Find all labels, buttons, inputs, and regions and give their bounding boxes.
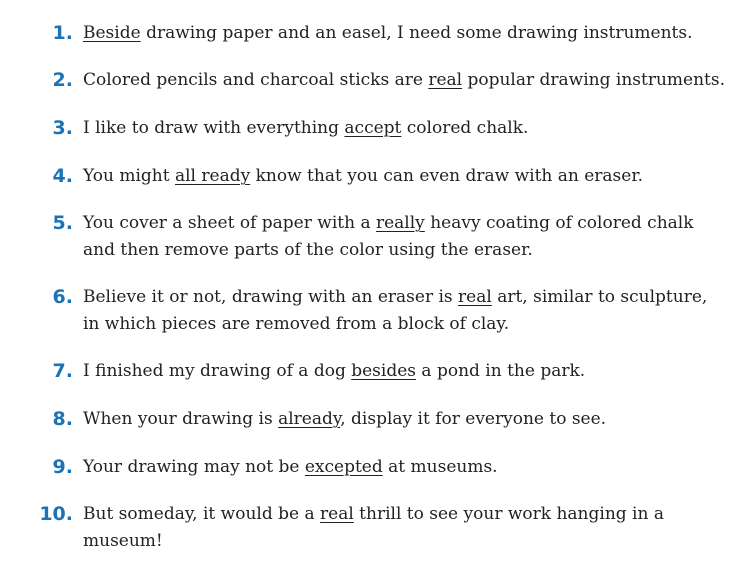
sentence-line (83, 528, 738, 555)
underlined-word: Beside (83, 23, 141, 43)
sentence-text: , display it for everyone to see. (340, 409, 607, 429)
item-sentence (83, 210, 738, 264)
item-number: 7. (52, 360, 73, 382)
item-sentence (83, 454, 738, 481)
sentence-line (83, 311, 738, 338)
sentence-text: museum! (83, 531, 163, 551)
sentence-text: heavy coating of colored chalk (424, 213, 694, 233)
item-number: 8. (52, 408, 73, 430)
sentence-text: art, similar to sculpture, (491, 287, 708, 307)
sentence-text: and then remove parts of the color using the eraser. (83, 240, 533, 260)
sentence-line (83, 67, 738, 94)
item-sentence (83, 358, 738, 385)
sentence-text: colored chalk. (401, 118, 529, 138)
underlined-word: excepted (304, 457, 383, 477)
underlined-word: accept (344, 118, 402, 138)
sentence-text: Your drawing may not be (83, 457, 305, 477)
underlined-word: real (458, 287, 492, 307)
item-sentence (83, 67, 738, 94)
sentence-line (83, 210, 738, 237)
underlined-word: already (278, 409, 341, 429)
item-number: 10. (39, 503, 73, 525)
underlined-word: real (428, 70, 463, 90)
sentence-text: in which pieces are removed from a block of clay. (83, 314, 510, 334)
underlined-word: all ready (174, 166, 251, 186)
item-sentence (83, 163, 738, 190)
sentence-text: I like to draw with everything (83, 118, 345, 138)
underlined-word: real (320, 504, 354, 524)
sentence-line (83, 406, 738, 433)
item-number: 4. (52, 165, 73, 187)
sentence-text: popular drawing instruments. (462, 70, 726, 90)
sentence-line (83, 115, 738, 142)
sentence-line (83, 284, 738, 311)
sentence-line (83, 454, 738, 481)
item-number: 5. (52, 212, 73, 234)
sentence-text: know that you can even draw with an eraser. (250, 166, 644, 186)
item-number: 9. (52, 456, 73, 478)
sentence-text: You might (83, 166, 175, 186)
sentence-text: a pond in the park. (416, 361, 586, 381)
sentence-text: But someday, it would be a (83, 504, 321, 524)
item-number: 6. (52, 286, 73, 308)
sentence-text: You cover a sheet of paper with a (83, 213, 376, 233)
item-sentence (83, 406, 738, 433)
underlined-word: really (375, 213, 425, 233)
item-number: 1. (52, 22, 73, 44)
underlined-word: besides (351, 361, 417, 381)
sentence-line (83, 163, 738, 190)
sentence-text: When your drawing is (83, 409, 279, 429)
item-sentence (83, 20, 738, 47)
sentence-text: thrill to see your work hanging in a (353, 504, 664, 524)
sentence-text: at museums. (382, 457, 498, 477)
item-sentence (83, 501, 738, 555)
sentence-line (83, 20, 738, 47)
sentence-text: drawing paper and an easel, I need some drawing instruments. (140, 23, 693, 43)
sentence-line (83, 237, 738, 264)
item-sentence (83, 115, 738, 142)
sentence-line (83, 358, 738, 385)
sentence-text: Believe it or not, drawing with an eraser is (83, 287, 459, 307)
sentence-text: Colored pencils and charcoal sticks are (83, 70, 429, 90)
sentence-line (83, 501, 738, 528)
sentence-text: I finished my drawing of a dog (83, 361, 352, 381)
item-number: 3. (52, 117, 73, 139)
item-sentence (83, 284, 738, 338)
item-number: 2. (52, 69, 73, 91)
